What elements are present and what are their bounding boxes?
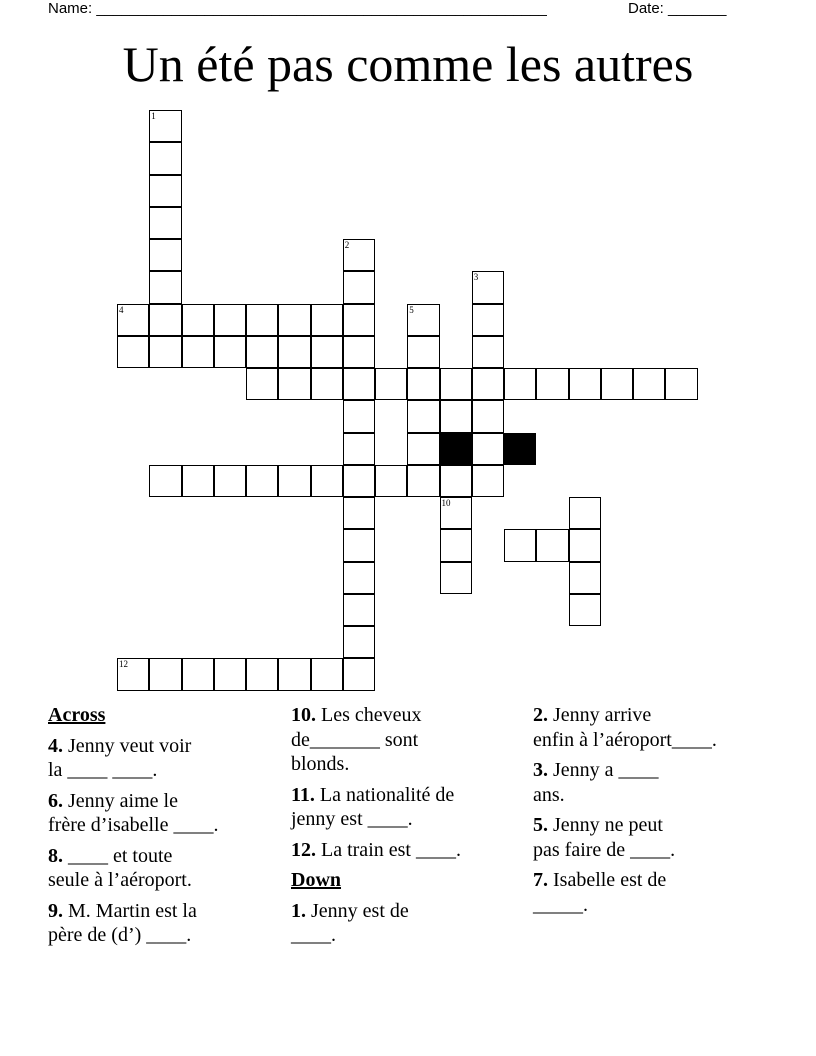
crossword-cell[interactable] xyxy=(504,529,536,561)
clue-item-number: 2. xyxy=(533,704,548,726)
clue-item-text: Jenny a ____ ans. xyxy=(533,759,659,806)
clue-item-text: La nationalité de jenny est ____. xyxy=(291,783,455,830)
crossword-cell[interactable] xyxy=(149,658,181,690)
crossword-cell[interactable] xyxy=(343,336,375,368)
crossword-cell[interactable] xyxy=(343,368,375,400)
crossword-cell[interactable] xyxy=(343,239,375,271)
crossword-cell[interactable] xyxy=(343,594,375,626)
crossword-cell[interactable] xyxy=(407,304,439,336)
crossword-cell[interactable] xyxy=(214,465,246,497)
clue-item-number: 9. xyxy=(48,899,63,922)
crossword-cell[interactable] xyxy=(569,529,601,561)
clue-item xyxy=(533,703,783,752)
crossword-cell[interactable] xyxy=(472,400,504,432)
crossword-cell[interactable] xyxy=(214,658,246,690)
clue-item-number: 7. xyxy=(533,869,548,891)
crossword-cell[interactable] xyxy=(311,658,343,690)
crossword-cell[interactable] xyxy=(601,368,633,400)
crossword-cell[interactable] xyxy=(214,336,246,368)
crossword-cell[interactable] xyxy=(440,529,472,561)
crossword-cell[interactable] xyxy=(343,271,375,303)
crossword-block xyxy=(440,433,472,465)
crossword-cell[interactable] xyxy=(149,207,181,239)
clue-item-text: M. Martin est la père de (d’) ____. xyxy=(48,899,197,946)
clue-item-number: 5. xyxy=(533,814,548,836)
crossword-cell[interactable] xyxy=(278,304,310,336)
clue-item-text: Jenny veut voir la ____ ____. xyxy=(48,734,192,781)
clue-item xyxy=(533,758,783,807)
crossword-cell[interactable] xyxy=(182,465,214,497)
crossword-cell[interactable] xyxy=(536,368,568,400)
crossword-cell[interactable] xyxy=(343,626,375,658)
clue-item-text: La train est ____. xyxy=(316,838,461,861)
clue-item-number: 12. xyxy=(291,838,316,861)
crossword-cell[interactable] xyxy=(182,336,214,368)
crossword-cell[interactable] xyxy=(569,497,601,529)
crossword-cell[interactable] xyxy=(569,594,601,626)
crossword-cell[interactable] xyxy=(311,465,343,497)
crossword-block xyxy=(504,433,536,465)
clue-item-number: 1. xyxy=(291,899,306,922)
crossword-cell[interactable] xyxy=(246,465,278,497)
clue-item-number: 4. xyxy=(48,734,63,757)
page-title: Un été pas comme les autres xyxy=(122,36,694,92)
crossword-cell[interactable] xyxy=(343,304,375,336)
clue-item xyxy=(291,703,516,777)
crossword-cell[interactable] xyxy=(278,368,310,400)
crossword-cell[interactable] xyxy=(504,368,536,400)
crossword-cell[interactable] xyxy=(440,368,472,400)
clue-item xyxy=(533,868,783,917)
crossword-cell[interactable] xyxy=(246,658,278,690)
crossword-cell[interactable] xyxy=(278,465,310,497)
crossword-cell[interactable] xyxy=(472,271,504,303)
crossword-cell[interactable] xyxy=(440,562,472,594)
clue-number: 1 xyxy=(151,111,156,121)
crossword-cell[interactable] xyxy=(117,304,149,336)
clue-item xyxy=(291,899,516,948)
crossword-cell[interactable] xyxy=(149,304,181,336)
crossword-cell[interactable] xyxy=(472,336,504,368)
clue-item-text: Jenny est de ____. xyxy=(291,899,409,946)
clue-number: 5 xyxy=(409,304,414,315)
crossword-cell[interactable] xyxy=(182,658,214,690)
crossword-cell[interactable] xyxy=(149,142,181,174)
crossword-cell[interactable] xyxy=(440,497,472,529)
clue-item xyxy=(48,899,273,948)
crossword-cell[interactable] xyxy=(472,465,504,497)
crossword-cell[interactable] xyxy=(246,368,278,400)
crossword-cell[interactable] xyxy=(472,304,504,336)
crossword-cell[interactable] xyxy=(149,239,181,271)
crossword-cell[interactable] xyxy=(149,336,181,368)
crossword-cell[interactable] xyxy=(149,271,181,303)
clue-item-text: Jenny ne peut pas faire de ____. xyxy=(533,814,676,861)
crossword-cell[interactable] xyxy=(472,433,504,465)
crossword-cell[interactable] xyxy=(311,304,343,336)
crossword-cell[interactable] xyxy=(375,368,407,400)
down-heading: Down xyxy=(291,869,342,891)
crossword-cell[interactable] xyxy=(407,336,439,368)
clues-column-2 xyxy=(291,703,516,954)
crossword-cell[interactable] xyxy=(246,304,278,336)
crossword-cell[interactable] xyxy=(117,658,149,690)
clue-item-number: 3. xyxy=(533,759,548,781)
clue-item xyxy=(291,838,516,863)
crossword-cell[interactable] xyxy=(407,465,439,497)
clue-item-text: Jenny aime le frère d’isabelle ____. xyxy=(48,789,219,836)
clue-number: 12 xyxy=(119,659,128,670)
crossword-cell[interactable] xyxy=(440,465,472,497)
crossword-cell[interactable] xyxy=(149,465,181,497)
crossword-cell[interactable] xyxy=(343,562,375,594)
clue-item-text: Isabelle est de _____. xyxy=(533,869,667,916)
clue-item-text: Les cheveux de_______ sont blonds. xyxy=(291,704,422,775)
crossword-cell[interactable] xyxy=(182,304,214,336)
crossword-cell[interactable] xyxy=(407,368,439,400)
clue-number: 4 xyxy=(119,304,124,315)
crossword-cell[interactable] xyxy=(117,336,149,368)
clue-item-number: 6. xyxy=(48,789,63,812)
crossword-cell[interactable] xyxy=(343,658,375,690)
clue-item-number: 8. xyxy=(48,844,63,867)
clue-number: 2 xyxy=(344,240,350,250)
crossword-cell[interactable] xyxy=(536,529,568,561)
crossword-cell[interactable] xyxy=(375,465,407,497)
crossword-cell[interactable] xyxy=(407,433,439,465)
crossword-cell[interactable] xyxy=(246,336,278,368)
clue-item-text: ____ et toute seule à l’aéroport. xyxy=(48,844,192,891)
clue-item-number: 11. xyxy=(291,783,315,806)
name-field-label: Name: ______________________________________________________ xyxy=(48,0,547,17)
crossword-cell[interactable] xyxy=(343,465,375,497)
crossword-cell[interactable] xyxy=(311,336,343,368)
crossword-cell[interactable] xyxy=(278,658,310,690)
across-heading: Across xyxy=(48,704,106,726)
crossword-cell[interactable] xyxy=(149,175,181,207)
clue-item xyxy=(48,789,273,838)
crossword-cell[interactable] xyxy=(343,529,375,561)
crossword-cell[interactable] xyxy=(569,368,601,400)
clue-item xyxy=(48,734,273,783)
clue-item xyxy=(533,813,783,862)
crossword-cell[interactable] xyxy=(472,368,504,400)
crossword-cell[interactable] xyxy=(407,400,439,432)
clue-number: 3 xyxy=(473,272,479,283)
clues-column-1 xyxy=(48,703,273,954)
crossword-cell[interactable] xyxy=(343,400,375,432)
crossword-cell[interactable] xyxy=(569,562,601,594)
clue-item xyxy=(48,844,273,893)
clue-item-number: 10. xyxy=(291,704,316,726)
clue-item-text: Jenny arrive enfin à l’aéroport____. xyxy=(533,704,717,751)
clue-item xyxy=(291,783,516,832)
crossword-cell[interactable] xyxy=(278,336,310,368)
clues-column-3 xyxy=(533,703,783,923)
crossword-cell[interactable] xyxy=(343,497,375,529)
crossword-cell[interactable] xyxy=(440,400,472,432)
crossword-cell[interactable] xyxy=(633,368,665,400)
crossword-cell[interactable] xyxy=(343,433,375,465)
crossword-cell[interactable] xyxy=(311,368,343,400)
crossword-cell[interactable] xyxy=(149,110,181,142)
clue-number: 10 xyxy=(441,498,451,508)
date-field-label: Date: _______ xyxy=(628,0,727,17)
crossword-cell[interactable] xyxy=(665,368,697,400)
crossword-cell[interactable] xyxy=(214,304,246,336)
